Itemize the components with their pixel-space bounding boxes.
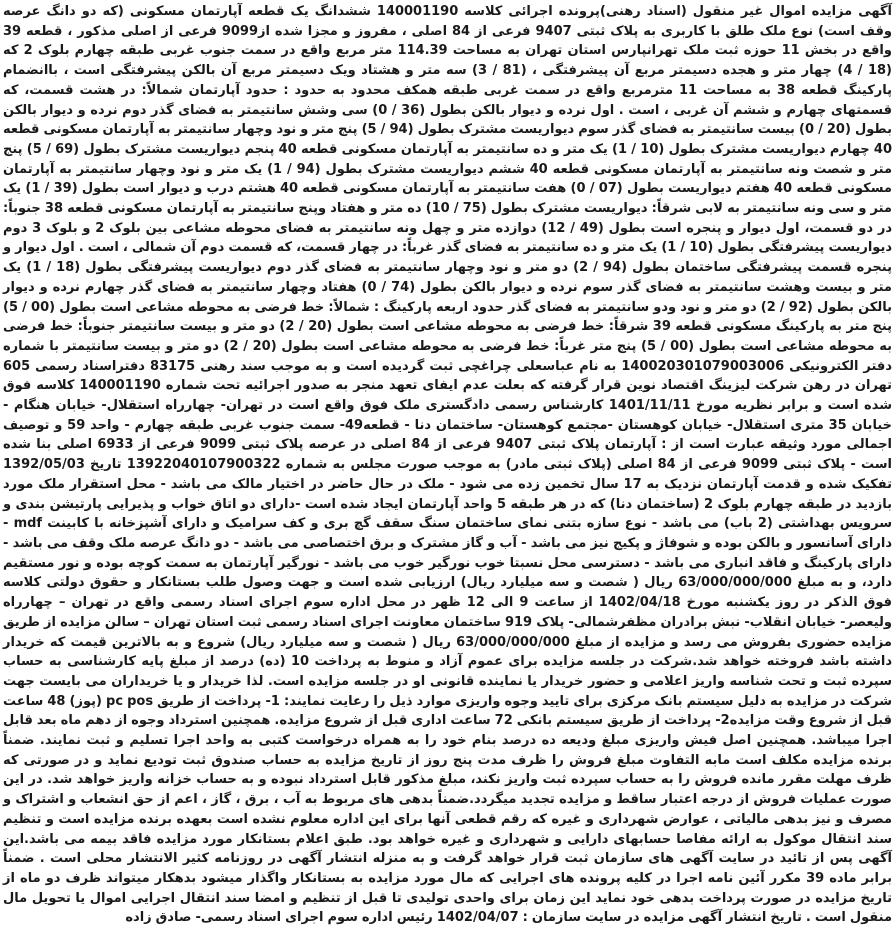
auction-notice-text: آگهی مزایده اموال غیر منقول (اسناد رهنی)پرونده اجرائی کلاسه 140001190 ششدانگ یک قطعه آپارتمان مسکونی (که دو دانگ عرصه وقف است) نوع ملک طلق با کاربری به پلاک ثبتی 9407 فرعی از 84 اصلی ، مفروز و مجزا شده از9099 فرعی از اصلی مذکور ، قطعه 39 واقع در بخش 11 حوزه ثبت ملک تهرانپارس استان تهران به مساحت 114.39 متر مربع واقع در سمت جنوب غربی طبقه چهارم بلوک 2 که (18 / 4) چهار متر و هجده دسیمتر مربع آن پیشرفتگی ، (81 / 3) سه متر و هشتاد ویک دسیمتر مربع آن بالکن پیشرفتگی است ، باانضمام پارکینگ قطعه 38 به مساحت 11 مترمربع واقع در سمت غربی طبقه همکف محدود به حدود : حدود آپارتمان شمالاً: در هشت قسمت، که قسمتهای چهارم و ششم آن غربی ، است . اول نرده و دیوار بالکن بطول (36 / 0) سی وشش سانتیمتر به فضای گذر دوم نرده و دیوار بالکن بطول (20 / 0) بیست سانتیمتر به فضای گذر سوم دیواریست مشترک بطول (94 / 5) پنج متر و نود وچهار سانتیمتر به آپارتمان مسکونی قطعه 40 چهارم دیواریست مشترک بطول (10 / 1) یک متر و ده سانتیمتر به آپارتمان مسکونی قطعه 40 پنجم دیواریست مشترک بطول (69 / 5) پنج متر و شصت ونه سانتیمتر به آپارتمان مسکونی قطعه 40 ششم دیواریست مشترک بطول (94 / 1) یک متر و نود وچهار سانتیمتر به آپارتمان مسکونی قطعه 40 هفتم دیواریست بطول (07 / 0) هفت سانتیمتر به آپارتمان مسکونی قطعه 40 هشتم درب و دیوار است بطول (39 / 1) یک متر و سی ونه سانتیمتر به لابی شرقاً: دیواریست مشترک بطول (75 / 10) ده متر و هفتاد وپنج سانتیمتر به آپارتمان مسکونی قطعه 38 جنوباً: در دو قسمت، اول دیوار و پنجره است بطول (49 / 12) دوازده متر و چهل ونه سانتیمتر به فضای محوطه مشاعی بین بلوک 2 و بلوک 3 دوم دیواریست پیشرفتگی بطول (10 / 1) یک متر و ده سانتیمتر به فضای گذر غرباً: در چهار قسمت، که قسمت دوم آن شمالی ، است . اول دیوار و پنجره قسمت پیشرفتگی ساختمان بطول (94 / 2) دو متر و نود وچهار سانتیمتر به فضای گذر دوم دیواریست پیشرفتگی بطول (18 / 1) یک متر و بیست وهشت سانتیمتر به فضای گذر سوم نرده و دیوار بالکن بطول (74 / 0) هفتاد وچهار سانتیمتر به فضای گذر چهارم نرده و دیوار بالکن بطول (92 / 2) دو متر و نود ودو سانتیمتر به فضای گذر حدود اربعه پارکینگ : شمالاً: خط فرضی به محوطه مشاعی است بطول (00 / 5) پنج متر به پارکینگ مسکونی قطعه 39 شرقاً: خط فرضی به محوطه مشاعی است بطول (20 / 2) دو متر و بیست سانتیمتر جنوباً: خط فرضی به محوطه مشاعی است بطول (00 / 5) پنج متر غرباً: خط فرضی به محوطه مشاعی است بطول (20 / 2) دو متر و بیست سانتیمتر با شماره دفتر الکترونیکی 140020301079003006 به نام عباسعلی چراغچی ثبت گردیده است و به موجب سند رهنی 83175 دفتراسناد رسمی 605 تهران در رهن شرکت لیزینگ اقتصاد نوین قرار گرفته که بعلت عدم ایفای تعهد منجر به صدور اجرائیه تحت شماره 140001190 کلاسه فوق شده است و برابر نظریه مورخ 1401/11/11 کارشناس رسمی دادگستری ملک فوق واقع است در تهران- چهارراه استقلال- خیابان هنگام - خیابان 35 متری استقلال- خیابان کوهستان -مجتمع کوهستان- ساختمان دنا - قطعه49- سمت جنوب غربی طبقه چهارم - واحد 59 و توصیف اجمالی مورد وثیقه عبارت است از : آپارتمان پلاک ثبتی 9407 فرعی از 84 اصلی در عرصه پلاک ثبتی 9099 فرعی از 6933 اصلی بنا شده است - پلاک ثبتی 9099 فرعی از 84 اصلی (پلاک ثبتی مادر) به موجب صورت مجلس به شماره 13922040107900322 تاریخ 1392/05/03 تفکیک شده و قدمت آپارتمان نزدیک به 17 سال تخمین زده می شود - ملک در حال حاضر در اختیار مالک می باشد - محل استقرار ملک مورد بازدید در طبقه چهارم بلوک 2 (ساختمان دنا) که در هر طبقه 5 واحد آپارتمان ایجاد شده است -دارای دو اتاق خواب و پذیرایی پارتیشن بندی و سرویس بهداشتی (2 باب) می باشد - نوع سازه بتنی نمای ساختمان سنگ سقف گچ بری و کف سرامیک و دارای آشپزخانه با کابینت mdf - دارای آسانسور و بالکن بوده و شوفاژ و پکیج نیز می باشد - آب و گاز مشترک و برق اختصاصی می باشد - دو دانگ عرصه ملک وقف می باشد - دارای پارکینگ و فاقد انباری می باشد - دسترسی محل نسبتا خوب نورگیر خوب می باشد - نورگیر آپارتمان به سمت کوچه بوده و نور مستقیم دارد، و به مبلغ 63/000/000/000 ریال ( شصت و سه میلیارد ریال) ارزیابی شده است و جهت وصول طلب بستانکار و حقوق دولتی کلاسه فوق الذکر در روز یکشنبه مورخ 1402/04/18 از ساعت 9 الی 12 ظهر در محل اداره سوم اجرای اسناد رسمی واقع در تهران – چهارراه ولیعصر- خیابان انقلاب- نبش برادران مظفرشمالی- پلاک 919 ساختمان معاونت اجرای اسناد رسمی ثبت استان تهران – سالن مزایده از طریق مزایده حضوری بفروش می رسد و مزایده از مبلغ 63/000/000/000 ریال ( شصت و سه میلیارد ریال) شروع و به بالاترین قیمت که خریدار داشته باشد فروخته خواهد شد.شرکت در جلسه مزایده برای عموم آزاد و منوط به پرداخت 10 (ده) درصد از مبلغ پایه کارشناسی به حساب سپرده ثبت و تحت شناسه واریز اعلامی و حضور خریدار یا نماینده قانونی او در جلسه مزایده است. لذا خریدار و یا خریداران می بایست جهت شرکت در مزایده به دلیل سیستم بانک مرکزی برای تایید وجوه واریزی موارد ذیل را رعایت نمایند: 1- پرداخت از طریق pc pos (پوز) 48 ساعت قبل از شروع وقت مزایده2- پرداخت از طریق سیستم بانکی 72 ساعت اداری قبل از شروع مزایده. همچنین استرداد وجوه از دهم ماه بعد قابل اجرا میباشد. همچنین اصل فیش واریزی مبلغ ودیعه ده درصد بنام خود را به همراه درخواست کتبی به واحد اجرا تسلیم و ثبت نمایند. ضمناً برنده مزایده مکلف است مابه التفاوت مبلغ فروش را ظرف مدت پنج روز از تاریخ مزایده به حساب صندوق ثبت تودیع نماید و در صورتی که ظرف مهلت مقرر مانده فروش را به حساب سپرده ثبت واریز نکند، مبلغ مذکور قابل استرداد نبوده و به حساب خزانه واریز خواهد شد. در این صورت عملیات فروش از درجه اعتبار ساقط و مزایده تجدید میگردد.ضمناً بدهی های مربوط به آب ، برق ، گاز ، اعم از حق انشعاب و اشتراک و مصرف و نیز بدهی مالیاتی ، عوارض شهرداری و غیره که رقم قطعی آنها برای این اداره معلوم نشده است بعهده برنده مزایده است و تنظیم سند انتقال موکول به ارائه مفاصا حسابهای دارایی و شهرداری و غیره خواهد بود. طبق اعلام بستانکار مورد مزایده فاقد بیمه می باشد.این آگهی پس از تائید در سایت آگهی های سازمان ثبت قرار خواهد گرفت و به منزله انتشار آگهی در روزنامه کثیر الانتشار محلی است . ضمناً برابر ماده 39 مکرر آئین نامه اجرا در کلیه پرونده های اجرایی که مال مورد مزایده به بستانکار واگذار میشود بدهکار میتواند ظرف دو ماه از تاریخ مزایده در صورت پرداخت بدهی خود نماید این زمان برای واحدی تولیدی تا قبل از تنظیم و امضا سند انتقال اجرایی اموال یا تحویل مال منقول است . تاریخ انتشار آگهی مزایده در سایت سازمان : 1402/04/07 رئیس اداره سوم اجرای اسناد رسمی- صادق زاده [3, 4, 893, 926]
